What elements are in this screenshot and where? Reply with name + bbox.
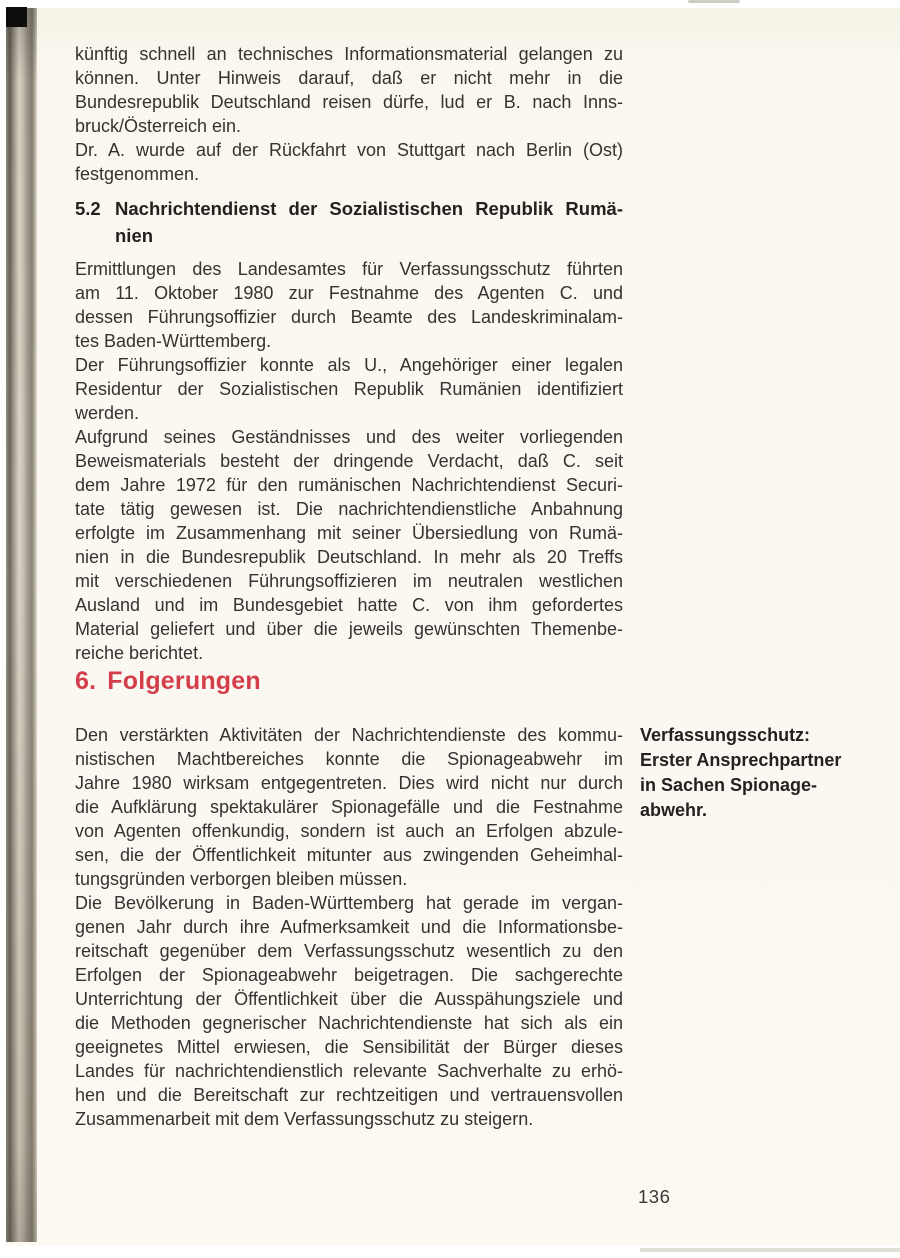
paragraph-block-intro [75,42,623,186]
text-line: Aufgrund seines Geständnisses und des weiter vorliegenden [75,427,623,447]
text-line: bruck/Österreich ein. [75,116,242,136]
text-line: Residentur der Sozialistischen Republik Rumänien identifiziert [75,379,623,399]
text-line: Den verstärkten Aktivitäten der Nachrichtendienste des kommu- [75,725,623,745]
text-line: hen und die Bereitschaft zur rechtzeitigen und vertrauensvollen [75,1085,623,1105]
text-line: Jahre 1980 wirksam entgegentreten. Dies wird nicht nur durch [75,773,623,793]
text-line: können. Unter Hinweis darauf, daß er nicht mehr in die [75,68,623,88]
text-line: Zusammenarbeit mit dem Verfassungsschutz zu steigern. [75,1109,534,1129]
section-heading-5-2 [75,195,623,249]
text-line: am 11. Oktober 1980 zur Festnahme des Agenten C. und [75,283,623,303]
corner-mark [6,7,27,27]
text-line: Bundesrepublik Deutschland reisen dürfe, lud er B. nach Inns- [75,92,623,112]
page-bottom-edge-shadow [640,1248,900,1252]
text-line: Landes für nachrichtendienstlich relevante Sachverhalte zu erhö- [75,1061,623,1081]
chapter-title: Folgerungen [107,667,261,695]
text-line: Der Führungsoffizier konnte als U., Angehöriger einer legalen [75,355,623,375]
chapter-heading-6 [75,666,261,696]
text-line: nien in die Bundesrepublik Deutschland. In mehr als 20 Treffs [75,547,623,567]
text-line: Material geliefert und über die jeweils gewünschten Themenbe- [75,619,623,639]
text-line: reitschaft gegenüber dem Verfassungsschutz wesentlich zu den [75,941,623,961]
text-line: die Aufklärung spektakulärer Spionagefälle und die Festnahme [75,797,623,817]
text-line: Die Bevölkerung in Baden-Württemberg hat gerade im vergan- [75,893,623,913]
text-line: nistischen Machtbereiches konnte die Spionageabwehr im [75,749,623,769]
text-line: Unterrichtung der Öffentlichkeit über die Ausspähungsziele und [75,989,623,1009]
text-line: mit verschiedenen Führungsoffizieren im neutralen westlichen [75,571,623,591]
text-line: in Sachen Spionage- [640,775,818,795]
text-line: dessen Führungsoffizier durch Beamte des Landeskriminalam- [75,307,623,327]
text-line: genen Jahr durch ihre Aufmerksamkeit und die Informationsbe- [75,917,623,937]
text-line: Ermittlungen des Landesamtes für Verfassungsschutz führten [75,259,623,279]
text-line: tungsgründen verborgen bleiben müssen. [75,869,408,889]
text-line: Erfolgen der Spionageabwehr beigetragen. Die sachgerechte [75,965,623,985]
scan-artifact-line [688,0,740,3]
text-line: künftig schnell an technisches Informationsmaterial gelangen zu [75,44,623,64]
text-line: Beweismaterials besteht der dringende Verdacht, daß C. seit [75,451,623,471]
text-line: tes Baden-Württemberg. [75,331,272,351]
paragraph-block-section-5-2 [75,257,623,665]
text-line: tate tätig gewesen ist. Die nachrichtendienstliche Anbahnung [75,499,623,519]
section-title-line-1: Nachrichtendienst der Sozialistischen Republik Rumä- [115,198,623,219]
page-number: 136 [638,1186,671,1207]
text-line: geeignetes Mittel erwiesen, die Sensibilität der Bürger dieses [75,1037,623,1057]
chapter-number: 6. [75,667,97,695]
section-number: 5.2 [75,198,101,219]
paragraph-block-conclusions [75,723,623,1131]
text-line: erfolgte im Zusammenhang mit seiner Übersiedlung von Rumä- [75,523,623,543]
text-line: die Methoden gegnerischer Nachrichtendienste hat sich als ein [75,1013,623,1033]
text-line: festgenommen. [75,164,200,184]
text-line: werden. [75,403,140,423]
book-binding-strip [6,8,37,1242]
text-line: reiche berichtet. [75,643,204,663]
text-line: Erster Ansprechpartner [640,750,842,770]
text-line: Dr. A. wurde auf der Rückfahrt von Stuttgart nach Berlin (Ost) [75,140,623,160]
text-line: abwehr. [640,800,708,820]
section-title [115,195,623,249]
text-line: Verfassungsschutz: [640,725,811,745]
text-line: von Agenten offenkundig, sondern ist auch an Erfolgen abzule- [75,821,623,841]
text-line: dem Jahre 1972 für den rumänischen Nachrichtendienst Securi- [75,475,623,495]
section-title-line-2: nien [115,225,154,246]
margin-note [640,723,892,823]
text-line: Ausland und im Bundesgebiet hatte C. von ihm gefordertes [75,595,623,615]
text-line: sen, die der Öffentlichkeit mitunter aus zwingenden Geheimhal- [75,845,623,865]
